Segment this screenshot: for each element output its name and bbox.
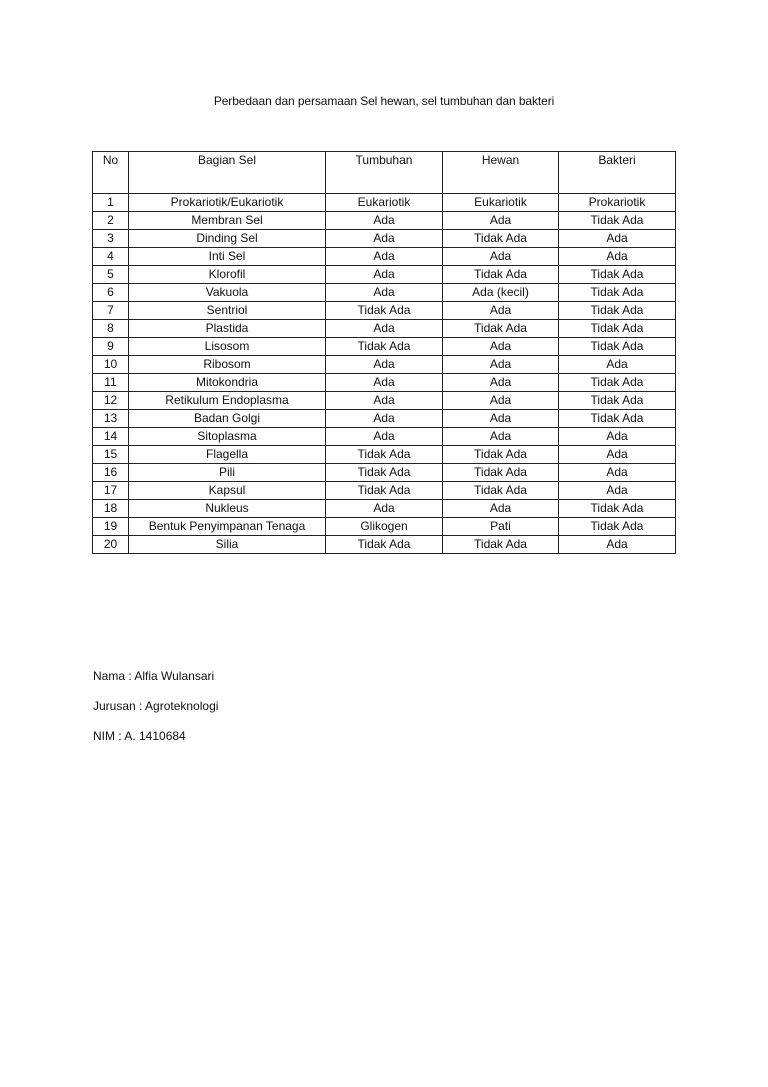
cell-bagian-sel: Dinding Sel <box>129 230 326 248</box>
cell-hewan: Ada <box>443 500 559 518</box>
cell-hewan: Ada <box>443 356 559 374</box>
cell-hewan: Ada <box>443 212 559 230</box>
cell-tumbuhan: Glikogen <box>326 518 443 536</box>
cell-bakteri: Ada <box>559 428 676 446</box>
cell-bagian-sel: Nukleus <box>129 500 326 518</box>
cell-bagian-sel: Lisosom <box>129 338 326 356</box>
cell-bagian-sel: Mitokondria <box>129 374 326 392</box>
cell-tumbuhan: Ada <box>326 392 443 410</box>
cell-tumbuhan: Tidak Ada <box>326 446 443 464</box>
cell-tumbuhan: Tidak Ada <box>326 302 443 320</box>
table-row <box>93 356 676 374</box>
cell-no: 7 <box>93 302 129 320</box>
cell-no: 20 <box>93 536 129 554</box>
cell-tumbuhan: Ada <box>326 266 443 284</box>
cell-no: 19 <box>93 518 129 536</box>
cell-bakteri: Ada <box>559 536 676 554</box>
cell-bakteri: Prokariotik <box>559 194 676 212</box>
cell-bagian-sel: Sitoplasma <box>129 428 326 446</box>
cell-bagian-sel: Silia <box>129 536 326 554</box>
table-row <box>93 428 676 446</box>
cell-hewan: Ada <box>443 248 559 266</box>
table-row <box>93 194 676 212</box>
table-row <box>93 500 676 518</box>
cell-tumbuhan: Ada <box>326 230 443 248</box>
cell-hewan: Ada (kecil) <box>443 284 559 302</box>
table-row <box>93 266 676 284</box>
cell-hewan: Tidak Ada <box>443 536 559 554</box>
table-row <box>93 446 676 464</box>
cell-bakteri: Tidak Ada <box>559 320 676 338</box>
table-row <box>93 248 676 266</box>
table-row <box>93 230 676 248</box>
cell-no: 10 <box>93 356 129 374</box>
cell-bakteri: Tidak Ada <box>559 518 676 536</box>
cell-bagian-sel: Sentriol <box>129 302 326 320</box>
cell-tumbuhan: Ada <box>326 410 443 428</box>
cell-no: 11 <box>93 374 129 392</box>
cell-bagian-sel: Prokariotik/Eukariotik <box>129 194 326 212</box>
cell-no: 16 <box>93 464 129 482</box>
cell-tumbuhan: Ada <box>326 212 443 230</box>
cell-bakteri: Ada <box>559 482 676 500</box>
cell-bagian-sel: Vakuola <box>129 284 326 302</box>
student-name: Nama : Alfia Wulansari <box>93 669 215 683</box>
table-row <box>93 536 676 554</box>
cell-bagian-sel: Retikulum Endoplasma <box>129 392 326 410</box>
cell-hewan: Tidak Ada <box>443 230 559 248</box>
cell-no: 15 <box>93 446 129 464</box>
cell-hewan: Ada <box>443 338 559 356</box>
cell-no: 13 <box>93 410 129 428</box>
cell-bagian-sel: Bentuk Penyimpanan Tenaga <box>129 518 326 536</box>
table-row <box>93 284 676 302</box>
cell-hewan: Tidak Ada <box>443 482 559 500</box>
cell-bagian-sel: Ribosom <box>129 356 326 374</box>
header-bakteri: Bakteri <box>559 152 676 194</box>
cell-bakteri: Tidak Ada <box>559 302 676 320</box>
cell-no: 5 <box>93 266 129 284</box>
cell-bagian-sel: Kapsul <box>129 482 326 500</box>
cell-bagian-sel: Klorofil <box>129 266 326 284</box>
header-hewan: Hewan <box>443 152 559 194</box>
cell-bagian-sel: Badan Golgi <box>129 410 326 428</box>
cell-no: 2 <box>93 212 129 230</box>
header-tumbuhan: Tumbuhan <box>326 152 443 194</box>
cell-tumbuhan: Tidak Ada <box>326 482 443 500</box>
table-header-row <box>93 152 676 194</box>
cell-no: 14 <box>93 428 129 446</box>
cell-tumbuhan: Ada <box>326 248 443 266</box>
cell-bakteri: Ada <box>559 230 676 248</box>
cell-bakteri: Tidak Ada <box>559 410 676 428</box>
cell-tumbuhan: Tidak Ada <box>326 536 443 554</box>
table-row <box>93 374 676 392</box>
table-row <box>93 212 676 230</box>
cell-tumbuhan: Tidak Ada <box>326 338 443 356</box>
cell-bakteri: Ada <box>559 248 676 266</box>
table-row <box>93 320 676 338</box>
cell-hewan: Tidak Ada <box>443 320 559 338</box>
cell-hewan: Ada <box>443 428 559 446</box>
cell-no: 4 <box>93 248 129 266</box>
cell-no: 6 <box>93 284 129 302</box>
document-title: Perbedaan dan persamaan Sel hewan, sel tumbuhan dan bakteri <box>213 94 555 108</box>
cell-bagian-sel: Inti Sel <box>129 248 326 266</box>
table-row <box>93 482 676 500</box>
cell-bagian-sel: Flagella <box>129 446 326 464</box>
cell-bakteri: Tidak Ada <box>559 212 676 230</box>
cell-bakteri: Ada <box>559 446 676 464</box>
cell-tumbuhan: Ada <box>326 284 443 302</box>
student-major: Jurusan : Agroteknologi <box>93 699 219 713</box>
cell-tumbuhan: Ada <box>326 356 443 374</box>
cell-bagian-sel: Pili <box>129 464 326 482</box>
cell-no: 1 <box>93 194 129 212</box>
cell-bakteri: Tidak Ada <box>559 374 676 392</box>
cell-bakteri: Ada <box>559 356 676 374</box>
cell-no: 8 <box>93 320 129 338</box>
cell-hewan: Ada <box>443 410 559 428</box>
cell-no: 9 <box>93 338 129 356</box>
cell-tumbuhan: Ada <box>326 374 443 392</box>
table-row <box>93 392 676 410</box>
cell-tumbuhan: Tidak Ada <box>326 464 443 482</box>
table-row <box>93 302 676 320</box>
cell-hewan: Tidak Ada <box>443 446 559 464</box>
cell-no: 12 <box>93 392 129 410</box>
cell-hewan: Eukariotik <box>443 194 559 212</box>
cell-bagian-sel: Plastida <box>129 320 326 338</box>
cell-hewan: Tidak Ada <box>443 266 559 284</box>
cell-no: 3 <box>93 230 129 248</box>
cell-no: 18 <box>93 500 129 518</box>
header-no: No <box>93 152 129 194</box>
table-row <box>93 464 676 482</box>
cell-bagian-sel: Membran Sel <box>129 212 326 230</box>
table-row <box>93 518 676 536</box>
cell-hewan: Tidak Ada <box>443 464 559 482</box>
cell-tumbuhan: Ada <box>326 500 443 518</box>
cell-bakteri: Tidak Ada <box>559 266 676 284</box>
cell-bakteri: Ada <box>559 464 676 482</box>
cell-tumbuhan: Eukariotik <box>326 194 443 212</box>
cell-bakteri: Tidak Ada <box>559 338 676 356</box>
table-row <box>93 410 676 428</box>
cell-hewan: Ada <box>443 392 559 410</box>
header-bagian-sel: Bagian Sel <box>129 152 326 194</box>
student-nim: NIM : A. 1410684 <box>93 729 186 743</box>
table-row <box>93 338 676 356</box>
cell-hewan: Pati <box>443 518 559 536</box>
cell-bakteri: Tidak Ada <box>559 392 676 410</box>
cell-no: 17 <box>93 482 129 500</box>
cell-bakteri: Tidak Ada <box>559 500 676 518</box>
cell-bakteri: Tidak Ada <box>559 284 676 302</box>
comparison-table <box>92 151 676 554</box>
cell-tumbuhan: Ada <box>326 320 443 338</box>
cell-hewan: Ada <box>443 374 559 392</box>
table-body <box>93 194 676 554</box>
cell-hewan: Ada <box>443 302 559 320</box>
cell-tumbuhan: Ada <box>326 428 443 446</box>
